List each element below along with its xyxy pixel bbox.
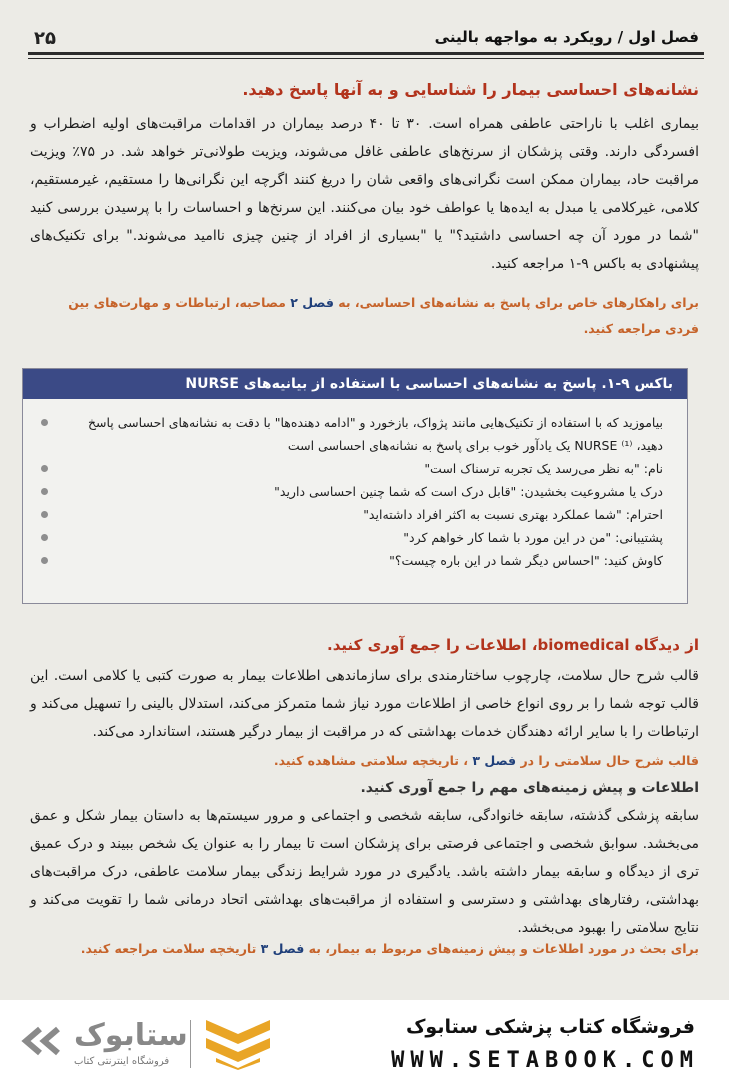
running-title: فصل اول / رویکرد به مواجهه بالینی <box>434 28 699 46</box>
box-list-item <box>63 411 663 457</box>
reference-chapter-link: فصل ۳ <box>260 941 305 956</box>
section-heading-biomedical: از دیدگاه biomedical، اطلاعات را جمع آوری کنید. <box>327 636 699 654</box>
nurse-box <box>22 368 688 604</box>
chapter-reference-1 <box>36 290 699 342</box>
reference-text-before: برای راهکارهای خاص برای پاسخ به نشانه‌های احساسی، به <box>338 295 699 310</box>
section-heading-emotional-cues: نشانه‌های احساسی بیمار را شناسایی و به آنها پاسخ دهید. <box>242 80 699 99</box>
chevrons-icon <box>20 1026 64 1056</box>
shop-name: فروشگاه کتاب پزشکی ستابوک <box>405 1016 695 1038</box>
section-paragraph-biomedical: قالب شرح حال سلامت، چارچوب ساختارمندی برای سازماندهی اطلاعات بیمار به صورت کتبی یا کلامی است. این قالب توجه شما را بر روی انواع خاصی از اطلاعات مورد نیاز شما متمرکز می‌کند، استدلال بالینی را تسهیل می‌کند و ارتباطات را با سایر ارائه دهندگان خدمات بهداشتی که در مراقبت از بیمار درگیر هستند، استاندارد می‌کند. <box>30 668 699 740</box>
subheading-background-info: اطلاعات و پیش زمینه‌های مهم را جمع آوری کنید. <box>360 780 699 796</box>
reference-chapter-link: فصل ۲ <box>290 295 334 310</box>
reference-text-after: مصاحبه، ارتباطات و مهارت‌های بین فردی مراجعه کنید. <box>68 295 699 336</box>
bullet-icon <box>41 557 48 564</box>
reference-text-after: ، تاریخچه سلامتی مشاهده کنید. <box>273 753 469 768</box>
reference-text-before: برای بحث در مورد اطلاعات و پیش زمینه‌های مربوط به بیمار، به <box>308 941 699 956</box>
bullet-icon <box>41 419 48 426</box>
shop-footer <box>0 1000 729 1080</box>
section-paragraph-background: سابقه پزشکی گذشته، سابقه خانوادگی، سابقه شخصی و اجتماعی و مرور سیستم‌ها به داستان بیمار شکل و عمق می‌بخشد. سوابق شخصی و اجتماعی فرصتی برای پزشکان است تا بیمار را به عنوان یک شخص ببیند و درک عمیق تری از دیدگاه و سابقه بیمار داشته باشد. یادگیری در مورد شرایط زندگی بیمار سلامت عاطفی، درک مراقبت‌های بهداشتی، رفتارهای بهداشتی و دسترسی و استفاده از مراقبت‌های بهداشتی اتحاد درمانی شما را تقویت می‌کند و نتایج سلامتی را بهبود می‌بخشد. <box>30 808 699 936</box>
box-item-text: درک یا مشروعیت بخشیدن: "قابل درک است که شما چنین احساسی دارید" <box>274 484 663 499</box>
reference-chapter-link: فصل ۳ <box>472 753 517 768</box>
shop-url-link[interactable]: WWW.SETABOOK.COM <box>391 1048 699 1073</box>
bullet-icon <box>41 511 48 518</box>
box-item-text: پشتیبانی: "من در این مورد با شما کار خواهم کرد" <box>403 530 663 545</box>
box-list-item <box>63 549 663 572</box>
box-item-text: کاوش کنید: "احساس دیگر شما در این باره چیست؟" <box>389 553 663 568</box>
box-item-text: احترام: "شما عملکرد بهتری نسبت به اکثر افراد داشته‌اید" <box>363 507 663 522</box>
section-paragraph-emotional-cues: بیماری اغلب با ناراحتی عاطفی همراه است. ۳۰ تا ۴۰ درصد بیماران در اقدامات مراقبت‌های اولیه اضطراب و افسردگی دارند. وقتی پزشکان از سرنخ‌های عاطفی غافل می‌شوند، ویزیت طولانی‌تر خواهد شد. در ۷۵٪ ویزیت مراقبت حاد، بیماران ممکن است نگرانی‌های واقعی شان را دریغ کنند اگرچه این نگرانی‌ها را مستقیم، غیرمستقیم، کلامی، غیرکلامی یا مبدل به ایده‌ها یا عواطف خود بیان می‌کنند. این سرنخ‌ها و احساسات را با پرسیدن بررسی کنید "شما در مورد آن چه احساسی داشتید؟" یا "بسیاری از افراد از چنین چیزی ناامید می‌شوند." برای تکنیک‌های پیشنهادی به باکس ۹-۱ مراجعه کنید. <box>30 116 700 272</box>
reference-text-before: قالب شرح حال سلامتی را در <box>520 753 699 768</box>
reference-text-after: تاریخچه سلامت مراجعه کنید. <box>80 941 257 956</box>
logo-subtitle: فروشگاه اینترنتی کتاب <box>74 1056 170 1067</box>
logo-divider <box>190 1020 191 1068</box>
bullet-icon <box>41 465 48 472</box>
bullet-icon <box>41 534 48 541</box>
box-list-item <box>63 503 663 526</box>
setabook-logo[interactable] <box>20 1008 290 1074</box>
box-list-item <box>63 457 663 480</box>
page-header <box>0 0 729 62</box>
box-item-text: نام: "به نظر می‌رسد یک تجربه ترسناک است" <box>424 461 663 476</box>
box-list-item <box>63 480 663 503</box>
box-item-text: بیاموزید که با استفاده از تکنیک‌هایی مانند پژواک، بازخورد و "ادامه دهنده‌ها" با دقت به نشانه‌های احساسی پاسخ دهید، NURSE ⁽¹⁾ یک یادآور خوب برای پاسخ به نشانه‌های احساسی است <box>87 415 663 453</box>
chapter-reference-3 <box>36 936 699 962</box>
box-list <box>23 411 687 572</box>
bullet-icon <box>41 488 48 495</box>
header-rule-thick <box>28 52 704 55</box>
box-title: باکس ۹-۱. پاسخ به نشانه‌های احساسی با استفاده از بیانیه‌های NURSE <box>23 369 687 399</box>
page-number: ۲۵ <box>34 28 56 49</box>
box-list-item <box>63 526 663 549</box>
chapter-reference-2 <box>36 748 699 774</box>
header-rule-thin <box>28 58 704 59</box>
logo-text: ستابوک <box>74 1018 188 1053</box>
book-chevron-icon <box>202 1016 274 1070</box>
